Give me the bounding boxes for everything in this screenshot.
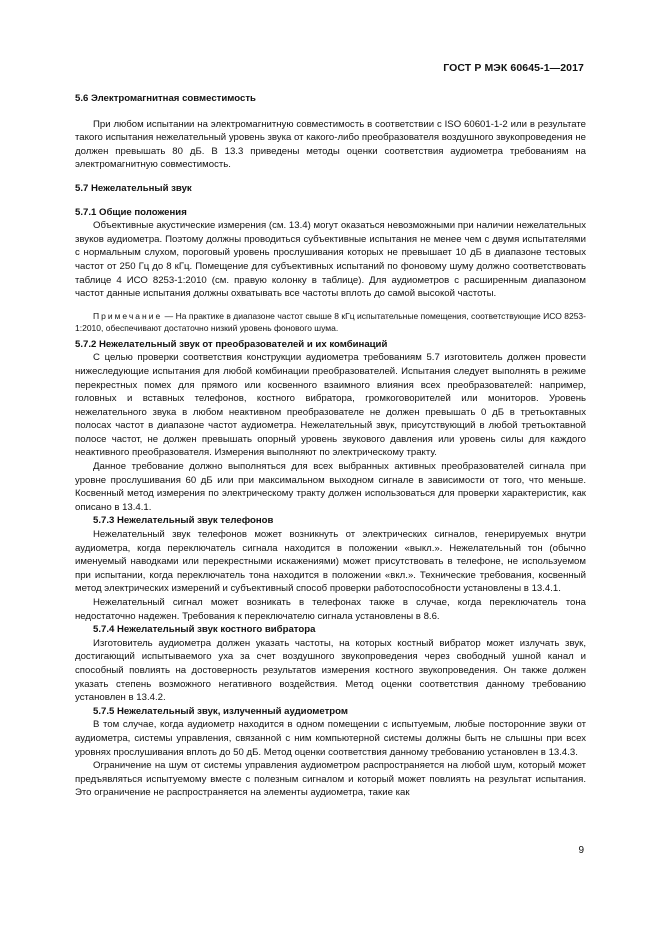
paragraph: При любом испытании на электромагнитную совместимость в соответствии с ISO 60601-1-2 или в результате такого испытания нежелательный уровень звука от какого-либо преобразователя воздушного звукопроведения не должен превышать 80 дБ. В 13.3 приведены методы оценки соответствия аудиометра требованиям на электромагнитную совместимость. [75, 118, 586, 171]
note-dash: — [164, 310, 174, 321]
paragraph: В том случае, когда аудиометр находится в одном помещении с испытуемым, любые посторонние звуки от аудиометра, системы управления, связанной с ним компьютерной системы должны быть не слышны при всех уровнях прослушивания вплоть до 50 дБ. Метод оценки соответствия данному требованию установлен в 13.4.3. [75, 719, 586, 758]
paragraph: Ограничение на шум от системы управления аудиометром распространяется на любой шум, который может предъявляться испытуемому вместе с полезным сигналом и который может повлиять на результат испытания. Это ограничение не распространяется на элементы аудиометра, такие как [75, 760, 586, 799]
heading-5-7-2: 5.7.2 Нежелательный звук от преобразователей и их комбинаций [75, 338, 388, 350]
heading-5-6: 5.6 Электромагнитная совместимость [75, 93, 256, 104]
paragraph: Данное требование должно выполняться для всех выбранных активных преобразователей сигнала при уровне прослушивания 60 дБ или при максимальном выходном сигнале в зависимости от того, что меньше. Косвенный метод измерения по электрическому тракту должен использоваться для проверки характеристик, как описано в 13.4.1. [75, 461, 586, 513]
paragraph: Нежелательный звук телефонов может возникнуть от электрических сигналов, генерируемых внутри аудиометра, когда переключатель сигнала находится в положении «выкл.». Нежелательный тон (обычно именуемый наводками или перекрестными искажениями) может присутствовать в телефоне, не используемом при испытании, когда переключатель тона находится в положении «вкл.». Технические требования, косвенный метод электрических измерений и субъективный способ проверки работоспособности установлены в 13.4.1. [75, 529, 586, 595]
paragraph: Объективные акустические измерения (см. 13.4) могут оказаться невозможными при наличии нежелательных звуков аудиометра. Поэтому должны проводиться субъективные испытания не менее чем с двумя испытателями с нормальным слухом, пороговый уровень прослушивания которых не превышает 10 дБ в диапазоне тестовых частот от 250 Гц до 8 кГц. Помещение для субъективных испытаний по фоновому шуму должно соответствовать таблице 4 ИСО 8253-1:2010 (см. правую колонку в таблице). Для аудиометров с расширенным диапазоном частот данные испытания должны охватывать все частоты вплоть до самой высокой частоты. [75, 220, 586, 300]
note [75, 310, 586, 334]
heading-5-7-3: 5.7.3 Нежелательный звук телефонов [93, 515, 274, 527]
note-label: Примечание [93, 310, 163, 321]
note-text: На практике в диапазоне частот свыше 8 кГц испытательные помещения, соответствующие ИСО 8253-1:2010, обеспечивают достаточно низкий уровень фонового шума. [75, 310, 586, 333]
heading-5-7-5: 5.7.5 Нежелательный звук, излученный аудиометром [93, 705, 348, 717]
heading-5-7: 5.7 Нежелательный звук [75, 182, 192, 194]
paragraph: Изготовитель аудиометра должен указать частоты, на которых костный вибратор может излучать звук, достигающий испытываемого уха за счет воздушного звукопроведения через свободный ушной канал и способный повлиять на достоверность результатов измерения костного звукопроведения. Он также должен указать степень возможного негативного воздействия. Метод оценки соответствия данному требованию установлен в 13.4.2. [75, 637, 586, 704]
document-body [75, 92, 586, 800]
paragraph: Нежелательный сигнал может возникать в телефонах также в случае, когда переключатель тона недостаточно надежен. Требования к переключателю сигнала установлены в 8.6. [75, 597, 586, 622]
paragraph: С целью проверки соответствия конструкции аудиометра требованиям 5.7 изготовитель должен провести нижеследующие испытания для любой комбинации преобразователей. Испытания следует выполнять в режиме перекрестных помех для прямого или косвенного взаимного влияния всех преобразователей: например, головных и вставных телефонов, костного вибратора, громкоговорителей или мониторов. Уровень нежелательного звука в любом неактивном преобразователе не должен превышать 0 дБ в третьоктавных полосах частот в диапазоне частот аудиометра. Нежелательный звук, присутствующий в любой третьоктавной полосе частот, не должен превышать опорный уровень звукового давления или уровень силы для каждого неактивного преобразователя. Измерения выполняют по электрическому тракту. [75, 352, 586, 459]
page-number: 9 [578, 845, 584, 856]
heading-5-7-4: 5.7.4 Нежелательный звук костного вибратора [93, 624, 316, 636]
heading-5-7-1: 5.7.1 Общие положения [75, 206, 187, 218]
standard-header: ГОСТ Р МЭК 60645-1—2017 [443, 62, 584, 74]
